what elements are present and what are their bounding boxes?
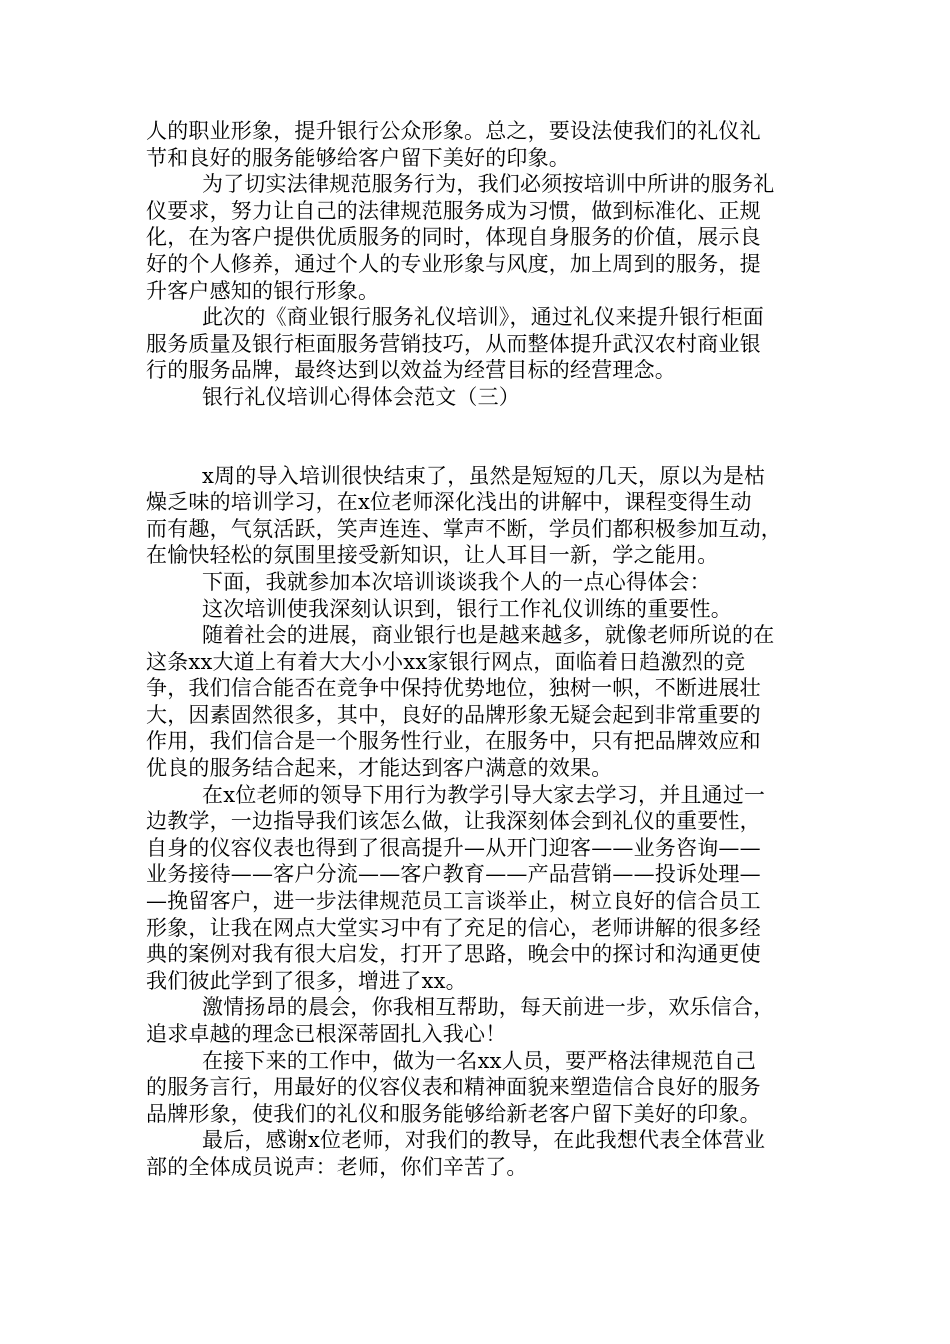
text-line: —挽留客户，进一步法律规范员工言谈举止，树立良好的信合员工 (146, 889, 761, 914)
text-line: 而有趣，气氛活跃，笑声连连、掌声不断，学员们都积极参加互动， (146, 516, 782, 541)
text-line: 业务接待——客户分流——客户教育——产品营销——投诉处理— (146, 862, 761, 887)
text-line: 升客户感知的银行形象。 (146, 278, 380, 303)
text-line: 品牌形象，使我们的礼仪和服务能够给新老客户留下美好的印象。 (146, 1101, 761, 1126)
text-line: 仪要求，努力让自己的法律规范服务成为习惯，做到标准化、正规 (146, 198, 761, 223)
text-line: 形象，让我在网点大堂实习中有了充足的信心，老师讲解的很多经 (146, 915, 761, 940)
document-body (146, 118, 818, 1181)
text-line: 追求卓越的理念已根深蒂固扎入我心！ (146, 1022, 507, 1046)
paragraph-start: 在x位老师的领导下用行为教学引导大家去学习，并且通过一 (202, 782, 766, 807)
text-line: 大，因素固然很多，其中，良好的品牌形象无疑会起到非常重要的 (146, 702, 761, 727)
text-line: 燥乏味的培训学习，在x位老师深化浅出的讲解中，课程变得生动 (146, 490, 752, 515)
text-line: 化，在为客户提供优质服务的同时，体现自身服务的价值，展示良 (146, 225, 761, 250)
text-line: 我们彼此学到了很多，增进了xx。 (146, 968, 467, 993)
text-line: 节和良好的服务能够给客户留下美好的印象。 (146, 145, 570, 170)
text-line: 争，我们信合能否在竞争中保持优势地位，独树一帜，不断进展壮 (146, 676, 761, 701)
text-line: 优良的服务结合起来，才能达到客户满意的效果。 (146, 756, 613, 781)
text-line: 人的职业形象，提升银行公众形象。总之，要设法使我们的礼仪礼 (146, 119, 761, 143)
paragraph-start: 激情扬昂的晨会，你我相互帮助，每天前进一步，欢乐信合， (202, 995, 775, 1020)
text-line: 典的案例对我有很大启发，打开了思路，晚会中的探讨和沟通更使 (146, 942, 761, 967)
text-line: 服务质量及银行柜面服务营销技巧，从而整体提升武汉农村商业银 (146, 331, 761, 356)
text-line: 边教学，一边指导我们该怎么做，让我深刻体会到礼仪的重要性， (146, 809, 761, 834)
paragraph-start: 为了切实法律规范服务行为，我们必须按培训中所讲的服务礼 (202, 172, 775, 197)
paragraph-start: 在接下来的工作中，做为一名xx人员，要严格法律规范自己 (202, 1048, 757, 1073)
text-line: 自身的仪容仪表也得到了很高提升—从开门迎客——业务咨询—— (146, 835, 761, 860)
text-line: 作用，我们信合是一个服务性行业，在服务中，只有把品牌效应和 (146, 729, 761, 754)
text-line: 行的服务品牌，最终达到以效益为经营目标的经营理念。 (146, 358, 676, 383)
paragraph-start: 最后，感谢x位老师，对我们的教导，在此我想代表全体营业 (202, 1128, 766, 1153)
blank-gap (146, 411, 818, 463)
paragraph-start: 随着社会的进展，商业银行也是越来越多，就像老师所说的在 (202, 623, 775, 648)
text-line: 好的个人修养，通过个人的专业形象与风度，加上周到的服务，提 (146, 251, 761, 276)
paragraph-start: x周的导入培训很快结束了，虽然是短短的几天，原以为是枯 (202, 463, 766, 488)
paragraph-start: 这次培训使我深刻认识到，银行工作礼仪训练的重要性。 (202, 596, 732, 621)
text-line: 这条xx大道上有着大大小小xx家银行网点，面临着日趋激烈的竞 (146, 649, 746, 674)
section-heading: 银行礼仪培训心得体会范文（三） (202, 384, 520, 409)
paragraph-start: 下面，我就参加本次培训谈谈我个人的一点心得体会： (202, 569, 711, 594)
text-line: 在愉快轻松的氛围里接受新知识，让人耳目一新，学之能用。 (146, 543, 719, 568)
paragraph-start: 此次的《商业银行服务礼仪培训》，通过礼仪来提升银行柜面 (202, 305, 764, 330)
text-line: 部的全体成员说声：老师，你们辛苦了。 (146, 1154, 528, 1179)
text-line: 的服务言行，用最好的仪容仪表和精神面貌来塑造信合良好的服务 (146, 1075, 761, 1100)
